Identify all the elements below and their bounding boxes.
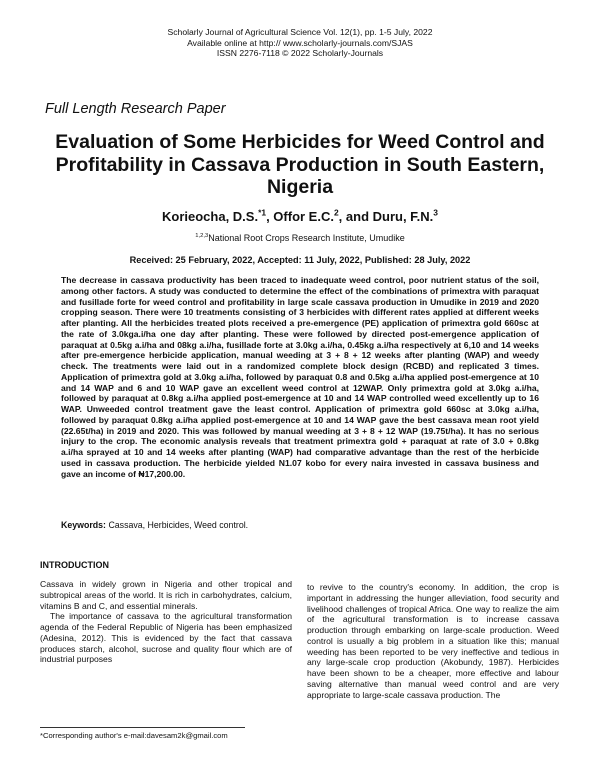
author-name: Korieocha, D.S. <box>162 209 259 224</box>
author-name: Duru, F.N. <box>372 209 434 224</box>
body-paragraph: to revive to the country's economy. In addition, the crop is important in addressing the hunger alleviation, food security and livelihood challenges of tropical Africa. One way to realize the aim of the agricultural transformation is to increase cassava production through embarking on large-scale production. Weed control is usually a big problem in a situation like this; manual weeding has been reported to be very ineffective and tedious in any large-scale crop production (Akobundy, 1987). Herbicides have been shown to be a cheaper, more effective and labour saving alternative than manual weed control and are very appropriate to large-scale cassava production. The <box>307 582 559 700</box>
section-heading-introduction: INTRODUCTION <box>40 560 109 570</box>
keywords <box>61 520 248 530</box>
author-name: Offor E.C. <box>273 209 334 224</box>
author-separator: , <box>266 209 274 224</box>
body-paragraph: Cassava in widely grown in Nigeria and other tropical and subtropical areas of the world. It is rich in carbohydrates, calcium, vitamins B and C, and essential minerals. <box>40 579 292 611</box>
paper-type: Full Length Research Paper <box>45 101 226 117</box>
body-column-left <box>40 579 292 665</box>
author-sup: 3 <box>433 207 438 218</box>
keywords-label: Keywords: <box>61 520 106 530</box>
journal-issn: ISSN 2276-7118 © 2022 Scholarly-Journals <box>216 48 384 59</box>
journal-header <box>0 27 600 59</box>
publication-dates: Received: 25 February, 2022, Accepted: 11 July, 2022, Published: 28 July, 2022 <box>129 255 471 265</box>
corresponding-author-footnote: *Corresponding author's e-mail:davesam2k@gmail.com <box>40 731 228 740</box>
author-sup: 2 <box>333 207 339 218</box>
affiliation <box>0 233 600 243</box>
author-separator: , and <box>338 209 373 224</box>
keywords-text: Cassava, Herbicides, Weed control. <box>108 520 249 530</box>
author-sup: *1 <box>258 207 267 218</box>
journal-url: Available online at http:// www.scholarly-journals.com/SJAS <box>187 37 413 48</box>
author-list <box>0 209 600 224</box>
footnote-divider <box>40 727 245 728</box>
body-column-right <box>307 582 559 700</box>
affiliation-text: National Root Crops Research Institute, Umudike <box>208 233 405 243</box>
abstract: The decrease in cassava productivity has been traced to inadequate weed control, poor nutrient status of the soil, among other factors. A study was conducted to determine the effect of the combinations of primextra with paraquat and fusillade forte for weed control and profitability in large scale cassava production in Umudike in 2019 and 2020 cropping season. There were 10 treatments consisting of 3 herbicides with different rates applied at different weeks after planting. All the herbicides treated plots received a pre-emergence (PE) application of primextra gold 660sc at the rate of 3.0kga.i/ha one day after planting. These were followed by directed post-emergence application of paraquat at 0.5kg a.i/ha and 08kg a.i/ha, fusillade forte at 3.0kg a.i/ha, 0.45kg a.i/ha respectively at 6,10 and 14 weeks after pre-emergence herbicide application, manual weeding at 3 + 8 + 12 weeks after planting (WAP) and weedy check. The treatments were laid out in a randomized complete block design (RCBD) and replicated 3 times. Application of primextra gold at 3.0kg a.i/ha, followed by paraquat 0.8 and 0.5kg a.i/ha applied post-emergence at 10 and 14 WAP and 6 and 10 WAP gave an excellent weed control at 12WAP. Only primextra gold at 3.0kg a.i/ha, followed by paraquat at 0.8kg a.i/ha applied post-emergence at 10 and 14 WAP controlled weed excellently up to 16 WAP. Unweeded control treatment gave the least control. Application of primextra gold 660sc at 3.0kg a.i/ha, followed by paraquat 0.8kg a.i/ha applied post-emergence at 10 and 14 WAP gave the best cassava mean root yield (22.65t/ha) in 2019 and 2020. This was followed by manual weeding at 3 + 8 + 12 WAP (19.75t/ha). It has no serious injury to the crop. The economic analysis reveals that treatment primextra gold + paraquat at rate of 3.0 + 0.8kg a.i/ha sprayed at 10 and 14 weeks after planting (WAP) had comparative advantage than the rest of the herbicide used in cassava production. The herbicide yielded N1.07 kobo for every naira invested in cassava business and gave an income of ₦17,200.00. <box>61 275 539 479</box>
paper-title: Evaluation of Some Herbicides for Weed Control and Profitability in Cassava Production in South Eastern, Nigeria <box>55 131 545 198</box>
journal-citation: Scholarly Journal of Agricultural Science Vol. 12(1), pp. 1-5 July, 2022 <box>167 27 433 37</box>
affiliation-sup: 1,2,3 <box>195 233 209 239</box>
body-paragraph: The importance of cassava to the agricultural transformation agenda of the Federal Republic of Nigeria has been emphasized (Adesina, 2012). This is evidenced by the fact that cassava produces starch, alcohol, sucrose and quality flour which are of industrial purposes <box>40 611 292 665</box>
